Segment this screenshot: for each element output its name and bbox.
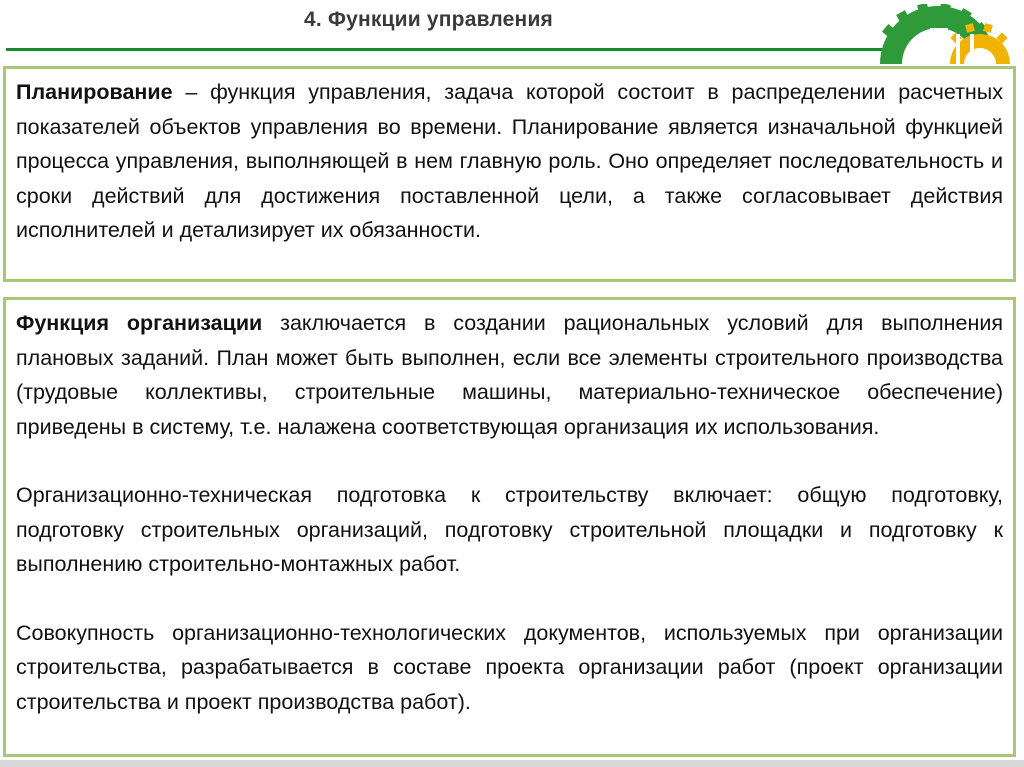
bottom-bar bbox=[0, 760, 1024, 767]
organization-term: Функция организации bbox=[16, 311, 263, 335]
organization-paragraph bbox=[16, 306, 1003, 444]
planning-paragraph bbox=[16, 75, 1003, 248]
header-divider bbox=[6, 48, 886, 51]
planning-text: – функция управления, задача которой состоит в распределении расчетных показателей объектов управления во времени. Планирование является изначальной функцией процесса управления, выполняющей в нем главную роль. Оно определяет последовательность и сроки действий для достижения поставленной цели, а также согласовывает действия исполнителей и детализирует их обязанности. bbox=[16, 80, 1003, 242]
planning-panel bbox=[3, 66, 1016, 282]
organization-panel bbox=[3, 297, 1016, 757]
preparation-paragraph: Организационно-техническая подготовка к строительству включает: общую подготовку, подготовку строительных организаций, подготовку строительной площадки и подготовку к выполнению строительно-монтажных работ. bbox=[16, 483, 1003, 576]
documents-paragraph: Совокупность организационно-технологических документов, используемых при организации строительства, разрабатывается в составе проекта организации работ (проект организации строительства и проект производства работ). bbox=[16, 620, 1003, 714]
gear-logo-icon bbox=[880, 4, 1010, 64]
planning-term: Планирование bbox=[16, 80, 173, 104]
page-title: 4. Функции управления bbox=[304, 8, 554, 31]
organization-text: заключается в создании рациональных условий для выполнения плановых заданий. План может быть выполнен, если все элементы строительного производства (трудовые коллективы, строительные машины, материально-техническое обеспечение) приведены в систему, т.е. налажена соответствующая организация их использования. bbox=[16, 311, 1003, 439]
